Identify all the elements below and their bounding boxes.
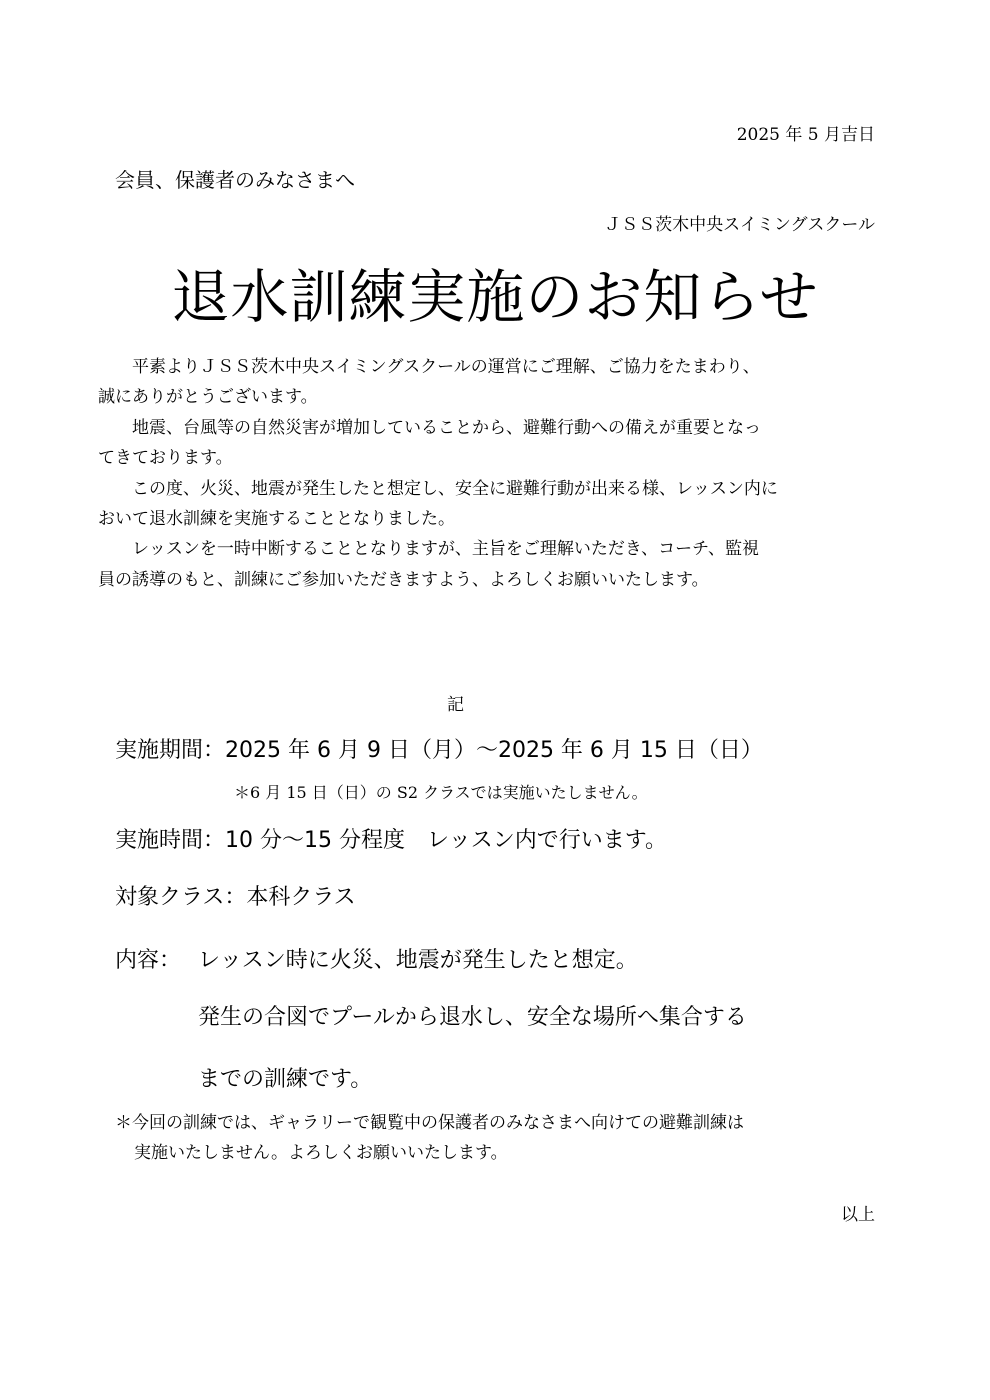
body-line: レッスンを一時中断することとなりますが、主旨をご理解いただき、コーチ、監視 <box>132 539 759 560</box>
notice-body <box>98 352 885 595</box>
body-line: 地震、台風等の自然災害が増加していることから、避難行動への備えが重要となっ <box>132 417 761 438</box>
period-line: 実施期間：2025 年 6 月 9 日（月）～2025 年 6 月 15 日（日） <box>115 738 763 763</box>
page-title: 退水訓練実施のお知らせ <box>171 263 819 331</box>
body-paragraph-3 <box>98 474 885 535</box>
content-line-2: 発生の合図でプールから退水し、安全な場所へ集合する <box>198 1005 747 1030</box>
body-line: てきております。 <box>98 448 233 469</box>
body-line: おいて退水訓練を実施することとなりました。 <box>98 509 455 530</box>
footnote <box>115 1108 744 1168</box>
content-line-3: までの訓練です。 <box>198 1067 373 1092</box>
content-label: 内容： <box>115 948 182 973</box>
body-line: 平素よりＪＳＳ茨木中央スイミングスクールの運営にご理解、ご協力をたまわり、 <box>132 357 760 377</box>
time-line: 実施時間：10 分～15 分程度 レッスン内で行います。 <box>115 828 667 853</box>
ki-marker: 記 <box>447 695 464 715</box>
body-paragraph-1 <box>98 352 885 413</box>
body-line: 員の誘導のもと、訓練にご参加いただきますよう、よろしくお願いいたします。 <box>98 569 709 590</box>
body-paragraph-4 <box>98 534 885 595</box>
issue-date: 2025 年 5 月吉日 <box>736 125 875 145</box>
addressee: 会員、保護者のみなさまへ <box>115 168 355 192</box>
body-paragraph-2 <box>98 413 885 474</box>
footnote-line-1: ＊今回の訓練では、ギャラリーで観覧中の保護者のみなさまへ向けての避難訓練は <box>115 1113 744 1133</box>
content-line-1: レッスン時に火災、地震が発生したと想定。 <box>198 948 638 973</box>
closing-mark: 以上 <box>841 1205 875 1225</box>
target-line: 対象クラス：本科クラス <box>115 885 356 910</box>
period-note: ＊6 月 15 日（日）の S2 クラスでは実施いたしません。 <box>234 783 648 802</box>
body-line: この度、火災、地震が発生したと想定し、安全に避難行動が出来る様、レッスン内に <box>132 478 778 499</box>
footnote-line-2: 実施いたしません。よろしくお願いいたします。 <box>134 1143 508 1163</box>
sender-name: ＪＳＳ茨木中央スイミングスクール <box>604 215 875 235</box>
body-line: 誠にありがとうございます。 <box>98 387 318 408</box>
